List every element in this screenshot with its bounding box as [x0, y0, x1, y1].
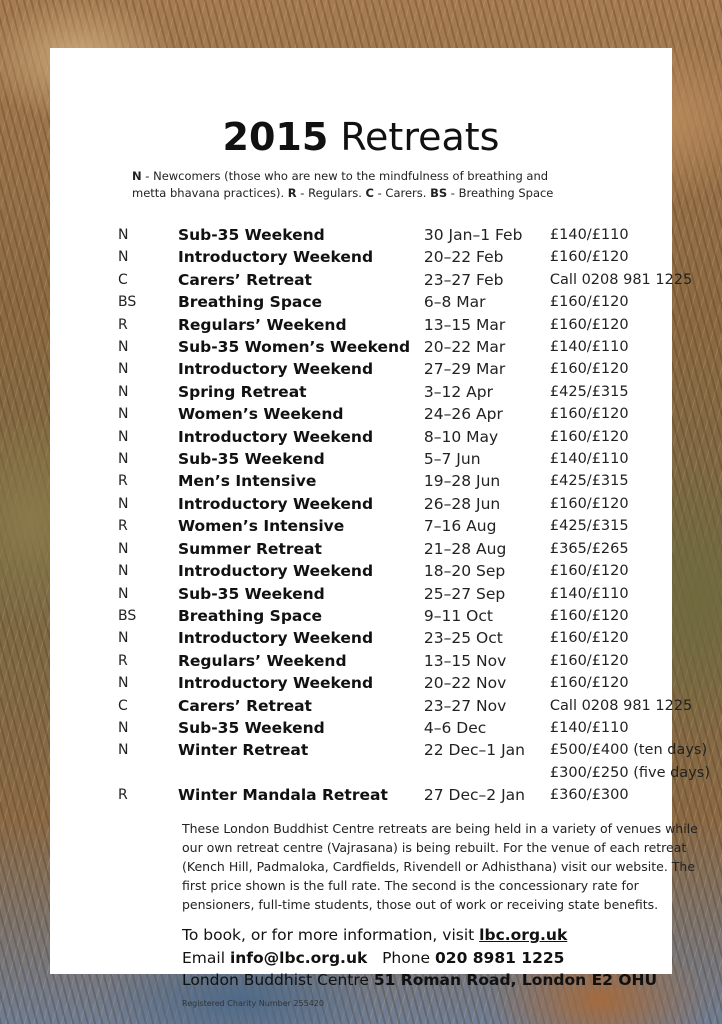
retreat-name: Summer Retreat — [177, 539, 322, 558]
retreat-name: Sub-35 Women’s Weekend — [177, 338, 411, 357]
retreat-price — [550, 650, 710, 672]
retreat-code: N — [118, 406, 129, 423]
page-title — [50, 114, 672, 160]
legend-n-key: N — [132, 169, 142, 183]
retreat-name: Introductory Weekend — [177, 562, 374, 581]
retreat-code: N — [118, 383, 129, 400]
retreat-row — [70, 246, 710, 268]
retreat-price-line: £360/£300 — [549, 787, 629, 804]
retreat-price — [550, 605, 710, 627]
info-paragraph: These London Buddhist Centre retreats are being held in a variety of venues while our own retreat centre (Vajrasana) is being rebuilt. For the venue of each retreat (Kench Hill, Padmaloka, Cardfields, Rivendell or Adhisthana) visit our website. The first price shown is the full rate. The second is the concessionary rate for pensioners, full-time students, those out of work or receiving state benefits. — [182, 821, 698, 912]
retreat-price — [550, 381, 710, 403]
retreat-dates: 23–25 Oct — [423, 629, 503, 648]
retreat-name: Introductory Weekend — [177, 629, 374, 648]
retreat-row — [70, 739, 710, 784]
retreat-price — [550, 448, 710, 470]
retreat-name: Breathing Space — [177, 606, 323, 625]
retreat-price — [550, 560, 710, 582]
retreats-table-body — [70, 224, 710, 807]
flyer-panel — [50, 48, 710, 1008]
retreat-code: N — [118, 630, 129, 647]
retreat-name: Women’s Weekend — [177, 405, 344, 424]
charity-number: Registered Charity Number 255420 — [182, 999, 325, 1008]
retreat-price-line: £160/£120 — [549, 563, 629, 580]
retreat-price-line: £140/£110 — [549, 585, 629, 602]
retreat-price-line: £425/£315 — [549, 518, 629, 535]
retreat-price — [550, 358, 710, 380]
retreat-price — [550, 717, 710, 739]
retreat-dates: 20–22 Feb — [423, 248, 504, 267]
retreat-price-line: £160/£120 — [549, 652, 629, 669]
title-year: 2015 — [222, 115, 329, 159]
retreat-price — [550, 583, 710, 605]
retreat-name: Breathing Space — [177, 293, 323, 312]
retreat-dates: 7–16 Aug — [423, 517, 497, 536]
retreat-row — [70, 358, 710, 380]
retreat-price-line: Call 0208 981 1225 — [549, 271, 693, 288]
retreat-row — [70, 336, 710, 358]
retreat-price-line: £140/£110 — [549, 451, 629, 468]
retreat-row — [70, 381, 710, 403]
retreat-price — [550, 784, 710, 806]
retreat-row — [70, 695, 710, 717]
contact-block — [182, 924, 722, 992]
retreat-dates: 27 Dec–2 Jan — [423, 786, 525, 805]
retreat-row — [70, 717, 710, 739]
retreat-price — [550, 515, 710, 537]
retreat-name: Sub-35 Weekend — [177, 718, 325, 737]
retreat-name: Winter Mandala Retreat — [177, 786, 388, 805]
retreat-dates: 5–7 Jun — [423, 450, 481, 469]
retreat-row — [70, 515, 710, 537]
retreat-code: N — [118, 451, 129, 468]
legend-c-key: C — [365, 186, 374, 200]
retreat-code: N — [118, 719, 129, 736]
retreat-code: BS — [118, 294, 137, 311]
retreat-code: N — [118, 540, 129, 557]
retreat-name: Sub-35 Weekend — [177, 226, 325, 244]
retreat-name: Men’s Intensive — [177, 472, 317, 491]
retreat-dates: 25–27 Sep — [423, 584, 506, 603]
retreat-row — [70, 269, 710, 291]
retreat-code: N — [118, 675, 129, 692]
retreat-dates: 20–22 Nov — [423, 674, 507, 693]
email-address[interactable]: info@lbc.org.uk — [229, 948, 368, 967]
retreat-name: Introductory Weekend — [177, 360, 374, 379]
retreat-code: N — [118, 339, 129, 356]
retreat-name: Carers’ Retreat — [177, 270, 312, 289]
retreat-dates: 26–28 Jun — [423, 494, 501, 513]
retreat-code: N — [118, 361, 129, 378]
phone-label: Phone — [382, 948, 436, 967]
retreat-dates: 30 Jan–1 Feb — [423, 226, 523, 244]
address-line — [182, 969, 722, 992]
centre-address: 51 Roman Road, London E2 OHU — [373, 971, 658, 989]
retreat-price-line: £425/£315 — [549, 473, 629, 490]
retreat-dates: 27–29 Mar — [423, 360, 506, 379]
retreat-name: Carers’ Retreat — [177, 696, 312, 715]
legend — [132, 168, 572, 202]
retreat-name: Sub-35 Weekend — [177, 584, 325, 603]
retreat-price-line: £425/£315 — [549, 383, 629, 400]
retreat-price — [550, 739, 710, 784]
retreat-row — [70, 403, 710, 425]
retreat-price-line: £160/£120 — [549, 495, 629, 512]
retreat-price — [550, 403, 710, 425]
retreat-code: N — [118, 742, 129, 759]
legend-r-key: R — [287, 186, 297, 200]
retreat-price-line: £160/£120 — [549, 675, 629, 692]
retreat-name: Introductory Weekend — [177, 674, 374, 693]
retreat-row — [70, 448, 710, 470]
retreat-price — [550, 246, 710, 268]
retreat-price-line: £160/£120 — [549, 406, 629, 423]
retreat-code: N — [118, 585, 129, 602]
retreat-row — [70, 650, 710, 672]
email-phone-line — [182, 947, 722, 970]
retreat-dates: 8–10 May — [423, 427, 499, 446]
website-link[interactable]: lbc.org.uk — [479, 926, 568, 944]
retreat-dates: 4–6 Dec — [423, 718, 487, 737]
retreat-code: N — [118, 227, 129, 243]
retreat-price-line: £160/£120 — [549, 249, 629, 266]
retreat-row — [70, 672, 710, 694]
retreat-code: C — [118, 697, 128, 714]
retreat-dates: 3–12 Apr — [423, 382, 493, 401]
retreat-price — [550, 538, 710, 560]
retreat-row — [70, 470, 710, 492]
retreat-price-line: £140/£110 — [549, 719, 629, 736]
retreat-dates: 13–15 Nov — [423, 651, 507, 670]
centre-name: London Buddhist Centre — [182, 971, 374, 989]
retreat-dates: 23–27 Feb — [423, 270, 504, 289]
retreat-dates: 6–8 Mar — [423, 293, 486, 312]
retreat-code: R — [118, 473, 128, 490]
retreat-price-line: £365/£265 — [549, 540, 629, 557]
retreat-price-line: £500/£400 (ten days) — [549, 742, 708, 759]
retreat-dates: 20–22 Mar — [423, 338, 506, 357]
retreat-dates: 18–20 Sep — [423, 562, 506, 581]
retreat-name: Introductory Weekend — [177, 427, 374, 446]
retreat-code: N — [118, 563, 129, 580]
retreat-row — [70, 627, 710, 649]
retreat-price-line: £140/£110 — [549, 227, 629, 243]
legend-bs-key: BS — [430, 186, 448, 200]
title-word: Retreats — [340, 115, 500, 159]
retreat-price — [550, 426, 710, 448]
retreat-price — [550, 470, 710, 492]
retreat-row — [70, 291, 710, 313]
email-label: Email — [182, 948, 230, 967]
retreat-price — [550, 493, 710, 515]
retreat-price — [550, 695, 710, 717]
retreat-name: Winter Retreat — [177, 741, 309, 760]
retreat-price — [550, 627, 710, 649]
retreat-price-line: Call 0208 981 1225 — [549, 697, 693, 714]
legend-c-text: - Carers. — [373, 186, 431, 200]
retreat-price — [550, 291, 710, 313]
retreat-price — [550, 336, 710, 358]
retreats-table — [70, 224, 710, 807]
retreat-dates: 24–26 Apr — [423, 405, 503, 424]
retreat-name: Introductory Weekend — [177, 248, 374, 267]
retreat-price — [550, 224, 710, 246]
retreat-price-line: £160/£120 — [549, 607, 629, 624]
retreat-row — [70, 314, 710, 336]
retreat-name: Spring Retreat — [177, 382, 307, 401]
retreat-name: Introductory Weekend — [177, 494, 374, 513]
retreat-dates: 22 Dec–1 Jan — [423, 741, 525, 760]
retreat-price-line-2: £300/£250 (five days) — [549, 764, 710, 781]
retreat-name: Regulars’ Weekend — [177, 651, 347, 670]
legend-bs-text: - Breathing Space — [447, 186, 554, 200]
retreat-row — [70, 493, 710, 515]
retreat-dates: 13–15 Mar — [423, 315, 506, 334]
retreat-code: N — [118, 495, 129, 512]
retreat-dates: 19–28 Jun — [423, 472, 501, 491]
retreat-code: N — [118, 249, 129, 266]
retreat-row — [70, 426, 710, 448]
retreat-price-line: £140/£110 — [549, 339, 629, 356]
retreat-code: N — [118, 428, 129, 445]
retreat-code: R — [118, 652, 128, 669]
legend-n-text: - Newcomers (those who are new to the mindfulness of breathing and metta bhavana practices). — [132, 169, 549, 200]
retreat-price-line: £160/£120 — [549, 294, 629, 311]
retreat-row — [70, 560, 710, 582]
legend-r-text: - Regulars. — [296, 186, 366, 200]
retreat-price-line: £160/£120 — [549, 316, 629, 333]
retreat-price-line: £160/£120 — [549, 630, 629, 647]
retreat-code: R — [118, 316, 128, 333]
retreat-code: C — [118, 271, 128, 288]
retreat-price — [550, 269, 710, 291]
phone-number: 020 8981 1225 — [435, 948, 565, 967]
retreat-code: BS — [118, 607, 137, 624]
retreat-row — [70, 784, 710, 806]
retreat-name: Women’s Intensive — [177, 517, 345, 536]
retreat-price — [550, 314, 710, 336]
retreat-price — [550, 672, 710, 694]
retreat-name: Regulars’ Weekend — [177, 315, 347, 334]
retreat-row — [70, 538, 710, 560]
booking-text: To book, or for more information, visit — [182, 926, 480, 944]
retreat-row — [70, 605, 710, 627]
retreat-dates: 23–27 Nov — [423, 696, 507, 715]
retreat-dates: 9–11 Oct — [423, 606, 493, 625]
booking-line — [182, 924, 722, 947]
retreat-code: R — [118, 518, 128, 535]
retreat-row — [70, 224, 710, 246]
retreat-code: R — [118, 787, 128, 804]
retreat-price-line: £160/£120 — [549, 361, 629, 378]
retreat-price-line: £160/£120 — [549, 428, 629, 445]
retreat-row — [70, 583, 710, 605]
retreat-name: Sub-35 Weekend — [177, 450, 325, 469]
retreat-dates: 21–28 Aug — [423, 539, 507, 558]
